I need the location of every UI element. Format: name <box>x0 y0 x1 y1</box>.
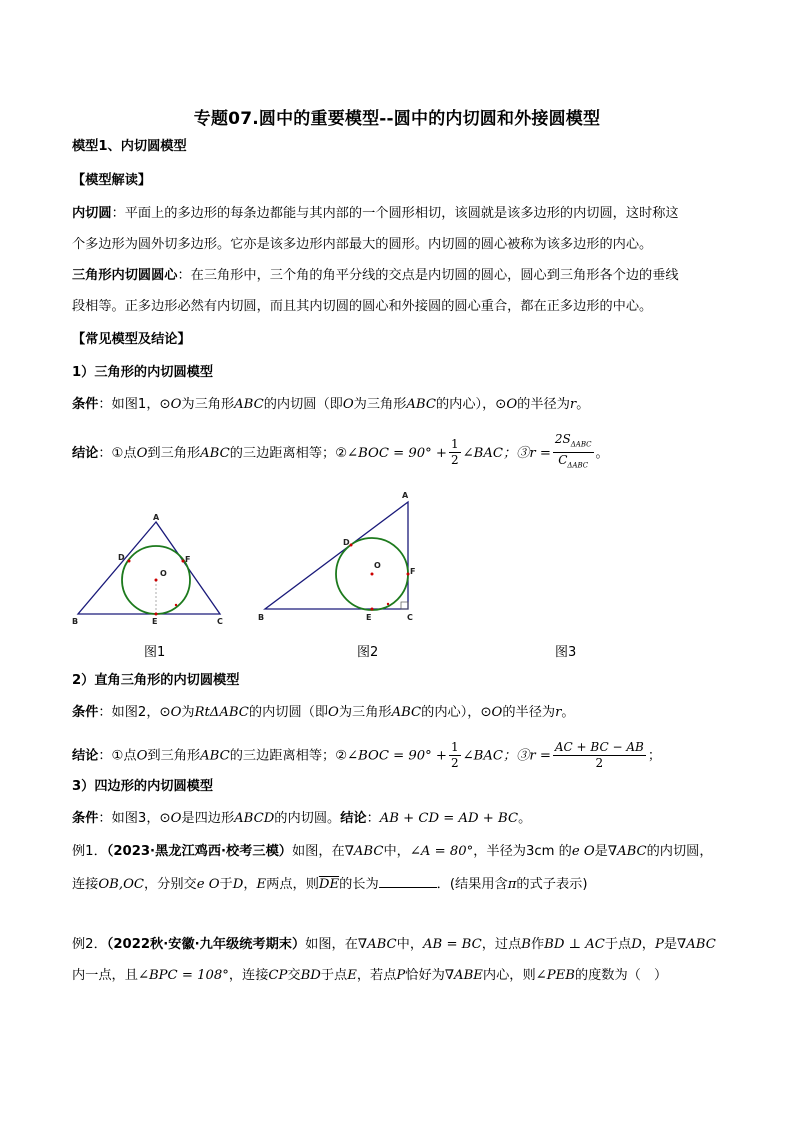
half-fraction: $\frac{1}{2}$ <box>450 437 459 468</box>
radius-fraction: $\frac{AC + BC - AB}{2}$ <box>554 740 644 770</box>
section1-conclusion: 结论：①点O到三角形ABC的三边距离相等；②∠BOC = 90° + $\frac{1}{2}$ ∠BAC；③r = $\frac{2S_{\Delta ABC}}{C_{\Delta ABC}}$ 。 <box>72 432 609 474</box>
label-e: E <box>152 617 158 626</box>
label-f: F <box>410 567 416 576</box>
label-c: C <box>407 613 413 622</box>
incircle-paragraph-line1: 内切圆：平面上的多边形的每条边都能与其内部的一个圆形相切，该圆就是该多边形的内切圆，这时称这 <box>72 206 679 221</box>
tangent-point-d <box>128 560 131 563</box>
right-angle-mark <box>401 602 408 609</box>
model1-heading: 模型1、内切圆模型 <box>72 139 187 154</box>
example2-line1: 例2．（2022秋·安徽·九年级统考期末）如图，在∇ABC中，AB = BC，过点B作BD ⊥ AC于点D，P是∇ABC <box>72 937 716 952</box>
center-term: 三角形内切圆圆心 <box>72 268 178 283</box>
section3-text: 条件：如图3，⊙O是四边形ABCD的内切圆。结论：AB + CD = AD + BC。 <box>72 811 532 826</box>
radius-fraction: $\frac{2S_{\Delta ABC}}{C_{\Delta ABC}}$ <box>554 432 592 470</box>
interpret-heading: 【模型解读】 <box>72 173 152 188</box>
section3-heading: 3）四边形的内切圆模型 <box>72 779 214 794</box>
example1-line2: 连接OB,OC，分别交e O于D，E两点，则$\overline{DE}$的长为 ．(结果用含π的式子表示) <box>72 873 588 894</box>
figure3-caption: 图3 <box>555 645 577 660</box>
section1-condition: 条件：如图1，⊙O为三角形ABC的内切圆（即O为三角形ABC的内心），⊙O的半径为r。 <box>72 397 590 412</box>
example1-line1: 例1．（2023·黑龙江鸡西·校考三模）如图，在∇ABC中，∠A = 80°，半径为3cm 的e O是∇ABC的内切圆， <box>72 844 713 859</box>
label-e: E <box>366 613 372 622</box>
center-paragraph-line2: 段相等。正多边形必然有内切圆，而且其内切圆的圆心和外接圆的圆心重合，都在正多边形的中心。 <box>72 299 653 314</box>
tangent-point-e <box>155 613 158 616</box>
label-b: B <box>258 613 265 622</box>
arc-point <box>175 604 177 606</box>
half-fraction: $\frac{1}{2}$ <box>450 740 459 770</box>
label-a: A <box>402 491 409 500</box>
section2-condition: 条件：如图2，⊙O为RtΔABC的内切圆（即O为三角形ABC的内心），⊙O的半径为r。 <box>72 705 575 720</box>
label-o: O <box>160 569 167 578</box>
page-title: 专题07.圆中的重要模型--圆中的内切圆和外接圆模型 <box>193 109 601 129</box>
incircle-term: 内切圆 <box>72 206 112 221</box>
label-b: B <box>72 617 79 626</box>
figure2-diagram <box>255 488 427 628</box>
arc-de: $\overline{DE}$ <box>318 877 340 892</box>
section2-conclusion: 结论：①点O到三角形ABC的三边距离相等；②∠BOC = 90° + $\frac{1}{2}$ ∠BAC；③r = $\frac{AC + BC - AB}{2}$ ； <box>72 740 661 770</box>
label-f: F <box>185 555 191 564</box>
answer-blank[interactable] <box>379 873 437 888</box>
label-o: O <box>374 561 381 570</box>
section2-heading: 2）直角三角形的内切圆模型 <box>72 673 240 688</box>
label-a: A <box>153 513 160 522</box>
incircle-paragraph-line2: 个多边形为圆外切多边形。它亦是该多边形内部最大的圆形。内切圆的圆心被称为该多边形的内心。 <box>72 237 653 252</box>
center-paragraph-line1: 三角形内切圆圆心：在三角形中，三个角的角平分线的交点是内切圆的圆心，圆心到三角形各个边的垂线 <box>72 268 679 283</box>
label-c: C <box>217 617 223 626</box>
label-d: D <box>118 553 125 562</box>
figure1-caption: 图1 <box>144 645 166 660</box>
triangle-abc <box>78 522 220 614</box>
arc-point <box>387 603 389 605</box>
common-heading: 【常见模型及结论】 <box>72 332 191 347</box>
figure1-diagram <box>68 510 230 630</box>
tangent-point-d <box>350 544 353 547</box>
example2-line2: 内一点，且∠BPC = 108°，连接CP交BD于点E，若点P恰好为∇ABE内心，则∠PEB的度数为（ ） <box>72 968 668 983</box>
tangent-point-e <box>371 608 374 611</box>
section1-heading: 1）三角形的内切圆模型 <box>72 365 214 380</box>
figure2-caption: 图2 <box>357 645 379 660</box>
center-point <box>371 573 374 576</box>
center-point <box>155 579 158 582</box>
right-triangle-abc <box>265 502 408 609</box>
label-d: D <box>343 538 350 547</box>
